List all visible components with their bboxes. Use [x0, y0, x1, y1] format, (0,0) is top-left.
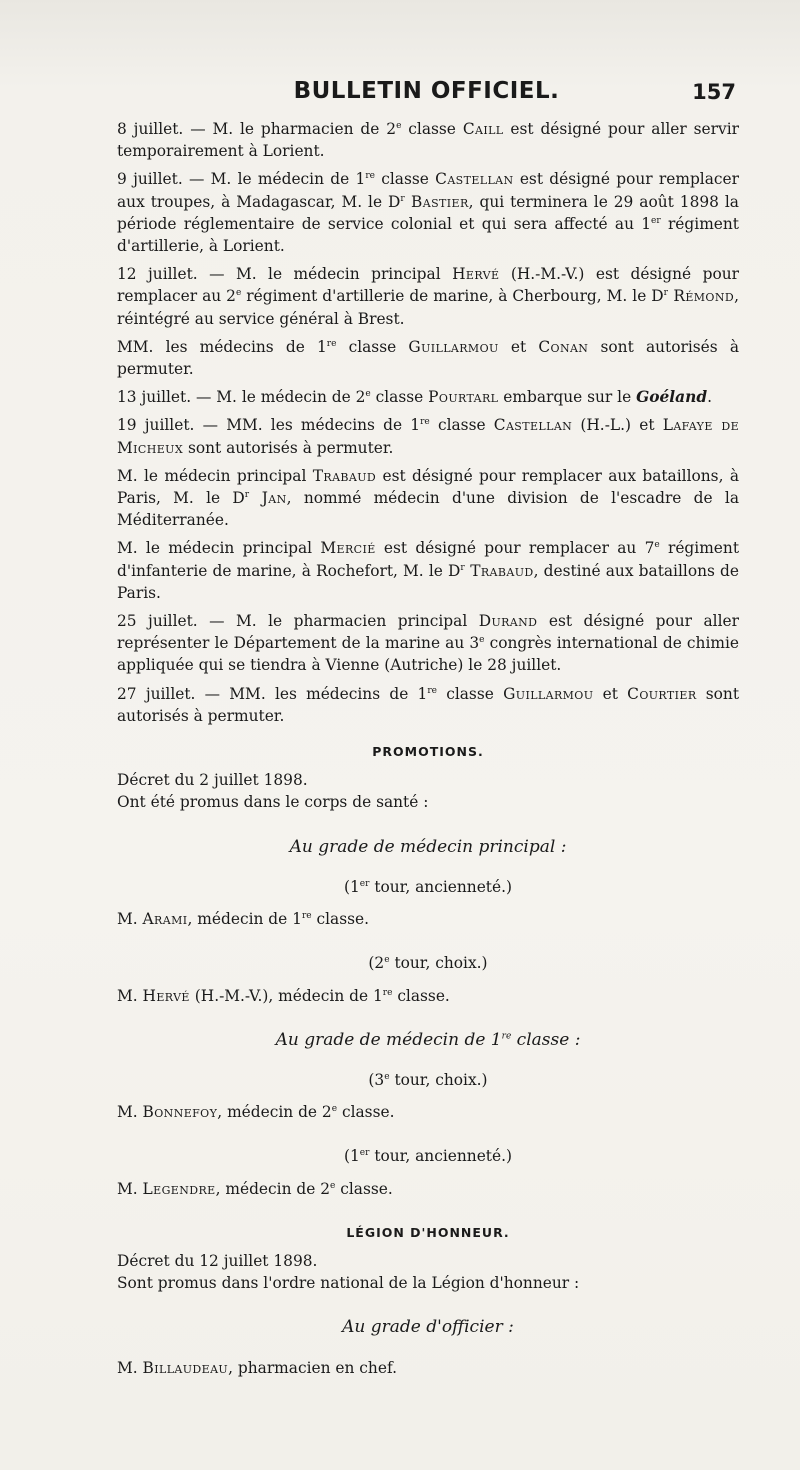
promotions-decret: Décret du 2 juillet 1898.: [117, 771, 308, 790]
legion-intro: Sont promus dans l'ordre national de la Légion d'honneur :: [117, 1274, 580, 1293]
entry-mercie: M. le médecin principal Mercié est désigné pour remplacer au 7e régiment d'infanterie de marine, à Rochefort, M. le $D^r$ Trabaud, destiné aux bataillons de Paris.: [117, 539, 739, 602]
entry-25-juillet: 25 juillet. — M. le pharmacien principal Durand est désigné pour aller représenter le Département de la marine au 3e congrès international de chimie appliquée qui se tiendra à Vienne (Autriche) le 28 juillet.: [117, 612, 739, 675]
page-number: 157: [692, 80, 736, 104]
grade-medecin-principal: Au grade de médecin principal :: [289, 836, 567, 857]
promotions-heading: PROMOTIONS.: [372, 744, 484, 760]
entry-9-juillet: 9 juillet. — M. le médecin de 1re classe Castellan est désigné pour remplacer aux troupes, à Madagascar, M. le $D^r$ Bastier, qui terminera le 29 août 1898 la période réglementaire de service colonial et qui sera affecté au 1er régiment d'artillerie, à Lorient.: [117, 170, 739, 256]
entry-19-juillet: 19 juillet. — MM. les médecins de 1re classe Castellan (H.-L.) et Lafaye de Micheux sont autorisés à permuter.: [117, 416, 739, 457]
entry-trabaud: M. le médecin principal Trabaud est désigné pour remplacer aux bataillons, à Paris, M. le $D^r$ Jan, nommé médecin d'une division de l'escadre de la Méditerranée.: [117, 466, 740, 530]
tour-label: (3e tour, choix.): [368, 1070, 488, 1089]
running-title: BULLETIN OFFICIEL.: [293, 78, 560, 104]
grade-medecin-1re-classe: Au grade de médecin de 1re classe :: [275, 1029, 581, 1050]
tour-label: (1er tour, ancienneté.): [343, 1147, 512, 1166]
entry-27-juillet: 27 juillet. — MM. les médecins de 1re classe Guillarmou et Courtier sont autorisés à permuter.: [117, 684, 740, 725]
legion-decret: Décret du 12 juillet 1898.: [117, 1251, 318, 1270]
tour-label: (2e tour, choix.): [368, 954, 488, 973]
entry-permutation-1: MM. les médecins de 1re classe Guillarmou et Conan sont autorisés à permuter.: [117, 337, 740, 379]
document-body: [117, 118, 739, 1379]
entry-12-juillet: 12 juillet. — M. le médecin principal Hervé (H.-M.-V.) est désigné pour remplacer au 2e régiment d'artillerie de marine, à Cherbourg, M. le $D^r$ Rémond, réintégré au service général à Brest.: [117, 265, 739, 328]
legion-heading: LÉGION D'HONNEUR.: [346, 1224, 510, 1240]
promotions-intro: Ont été promus dans le corps de santé :: [117, 793, 429, 812]
promotion-legendre: M. Legendre, médecin de 2e classe.: [117, 1179, 393, 1198]
promotion-bonnefoy: M. Bonnefoy, médecin de 2e classe.: [117, 1103, 395, 1122]
entry-8-juillet: 8 juillet. — M. le pharmacien de 2e classe Caill est désigné pour aller servir temporairement à Lorient.: [117, 120, 739, 161]
promotion-arami: M. Arami, médecin de 1re classe.: [117, 910, 370, 929]
page-header: [117, 78, 736, 108]
entry-13-juillet: 13 juillet. — M. le médecin de 2e classe Pourtarl embarque sur le Goéland.: [117, 388, 712, 407]
promotion-herve: M. Hervé (H.-M.-V.), médecin de 1re classe.: [117, 986, 450, 1005]
legion-billaudeau: M. Billaudeau, pharmacien en chef.: [117, 1358, 397, 1377]
grade-officier: Au grade d'officier :: [342, 1317, 514, 1338]
tour-label: (1er tour, ancienneté.): [343, 877, 512, 896]
